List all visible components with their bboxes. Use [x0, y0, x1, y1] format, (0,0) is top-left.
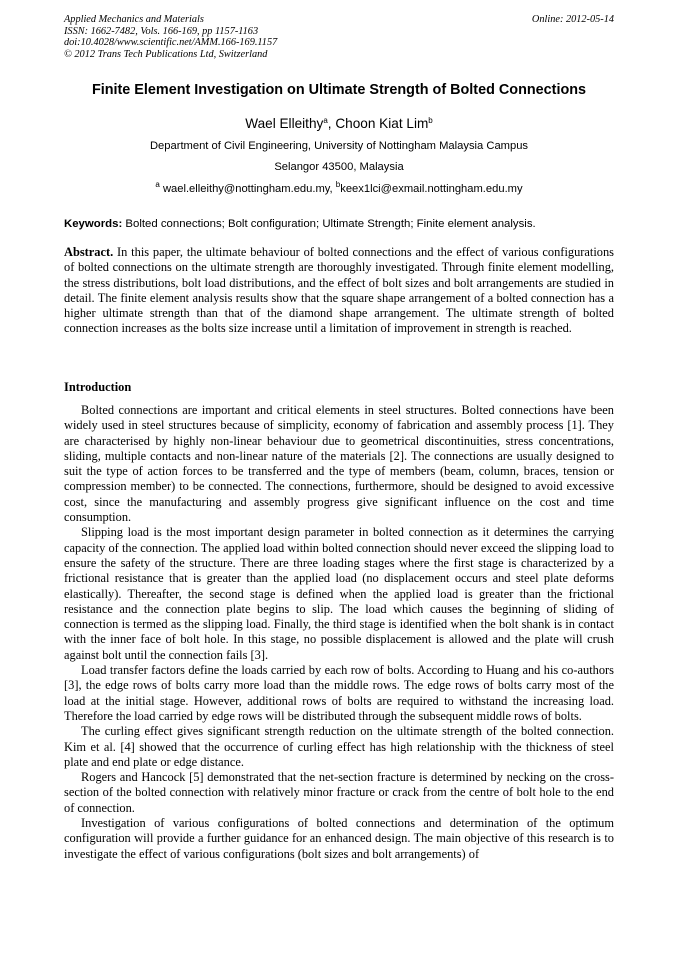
- paragraph: The curling effect gives significant strength reduction on the ultimate strength of the bolted connection. Kim et al. [4] showed that the occurrence of curling effect has high relationship with the thickness of steel plate and end plate or edge distance.: [64, 724, 614, 769]
- paragraph: Rogers and Hancock [5] demonstrated that the net-section fracture is determined by necking on the cross-section of the bolted connection with relatively minor fracture or crack from the centre of bolt hole to the end of connection.: [64, 770, 614, 815]
- abstract: [64, 245, 614, 337]
- email-address: keex1lci@exmail.nottingham.edu.my: [340, 183, 523, 195]
- journal-name: Applied Mechanics and Materials: [64, 14, 204, 25]
- author-affiliation-mark: a: [323, 116, 328, 125]
- journal-issn: ISSN: 1662-7482, Vols. 166-169, pp 1157-1163: [64, 25, 259, 37]
- affiliation-department: Department of Civil Engineering, University of Nottingham Malaysia Campus: [149, 140, 529, 152]
- section-heading: Introduction: [64, 380, 132, 394]
- journal-doi: doi:10.4028/www.scientific.net/AMM.166-169.1157: [64, 37, 278, 48]
- author-separator: ,: [327, 116, 336, 131]
- author-list: [40, 116, 638, 132]
- paragraph: Bolted connections are important and critical elements in steel structures. Bolted connections have been widely used in steel structures because of simplicity, economy of fabrication and assembly process [1]. They are characterised by highly non-linear behaviour due to geometrical discontinuities, stress concentrations, sliding, multiple contacts and non-linear nature of the materials [2]. The connections are usually designed to suit the type of action forces to be transferred and the type of members (beam, column, braces, tension or compression member) to be connected. The connections, furthermore, should be designed to avoid excessive cost, since the manufacturing and assembly progress give significant influence on the cost and time consumption.: [64, 403, 614, 525]
- email-address: wael.elleithy@nottingham.edu.my,: [162, 183, 336, 195]
- paper-title: Finite Element Investigation on Ultimate Strength of Bolted Connections: [91, 82, 587, 98]
- paragraph: Load transfer factors define the loads carried by each row of bolts. According to Huang and his co-authors [3], the edge rows of bolts carry more load than the middle rows. The edge rows of bolts carry most of the load at the initial stage. However, additional rows of bolts are required to withstand the increasing load. Therefore the load carried by edge rows will be distributed through the subsequent middle rows of bolts.: [64, 663, 614, 723]
- journal-header: [64, 14, 277, 60]
- paragraph: Investigation of various configurations of bolted connections and determination of the optimum configuration will provide a further guidance for an enhanced design. The main objective of this research is to investigate the effect of various configurations (bolt sizes and bolt arrangements) of: [64, 816, 614, 861]
- abstract-text: In this paper, the ultimate behaviour of bolted connections and the effect of various configurations of bolted connections on the ultimate strength are thoroughly investigated. Through finite element modelling, the stress distributions, bolt load distributions, and the effect of bolt sizes and bolt arrangements are studied in detail. The finite element analysis results show that the square shape arrangement of a bolted connection has a higher ultimate strength than that of the diamond shape arrangement. The ultimate strength of bolted connection increases as the bolts size increase until a limitation of improvement in strength is reached.: [64, 245, 614, 336]
- author-emails: [40, 182, 638, 196]
- online-date: Online: 2012-05-14: [531, 14, 614, 25]
- author-affiliation-mark: b: [428, 116, 433, 125]
- introduction-body: [64, 403, 614, 862]
- author-name: Choon Kiat Lim: [335, 116, 429, 131]
- paragraph: Slipping load is the most important design parameter in bolted connection as it determines the carrying capacity of the connection. The applied load within bolted connection should never exceed the slipping load to ensure the safety of the structure. There are three loading stages where the first stage is characterized by a frictional resistance that is greater than the applied load (no displacement occurs and steel plate deforms elastically). Thereafter, the second stage is defined when the applied load is greater than the frictional resistance and the connection plate begins to slip. The load which causes the beginning of sliding of connection is termed as the slipping load. Finally, the third stage is identified when the bolt shank is in contact with the inner face of bolt hole. In this stage, no possible displacement is allowed and the plate will crush against bolt until the connection fails [3].: [64, 525, 614, 662]
- affiliation-address: Selangor 43500, Malaysia: [274, 161, 404, 173]
- email-mark: a: [155, 180, 160, 189]
- journal-copyright: © 2012 Trans Tech Publications Ltd, Switzerland: [64, 48, 268, 60]
- keywords-label: Keywords:: [64, 218, 123, 230]
- author-name: Wael Elleithy: [245, 116, 324, 131]
- abstract-label: Abstract.: [64, 245, 114, 259]
- keywords: [64, 217, 614, 231]
- keywords-text: Bolted connections; Bolt configuration; Ultimate Strength; Finite element analysis.: [122, 218, 536, 230]
- email-mark: b: [335, 180, 341, 189]
